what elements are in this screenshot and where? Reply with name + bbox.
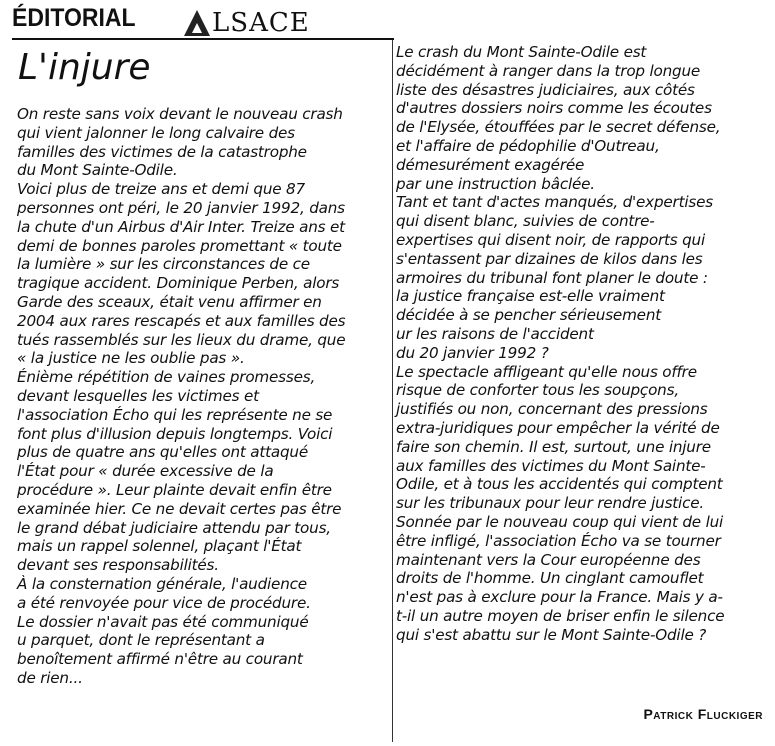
article-title: L'injure bbox=[18, 47, 151, 88]
text-line: examinée hier. Ce ne devait certes pas être bbox=[17, 499, 342, 518]
right-column bbox=[396, 43, 768, 645]
text-line: Tant et tant d'actes manqués, d'expertises bbox=[396, 193, 713, 212]
author-signature: Patrick Fluckiger bbox=[643, 706, 763, 722]
text-line: personnes ont péri, le 20 janvier 1992, dans bbox=[17, 198, 345, 217]
text-line: Sonnée par le nouveau coup qui vient de lui bbox=[396, 512, 724, 531]
text-line: armoires du tribunal font planer le doute : bbox=[396, 268, 708, 287]
l-alsace-logo bbox=[184, 6, 310, 36]
text-line: de l'Elysée, étouffées par le secret défense, bbox=[396, 118, 721, 137]
text-line: l'association Écho qui les représente ne se bbox=[17, 405, 333, 424]
text-line: du 20 janvier 1992 ? bbox=[396, 343, 549, 362]
text-line: expertises qui disent noir, de rapports qui bbox=[396, 230, 705, 249]
text-line: Le spectacle affligeant qu'elle nous offre bbox=[396, 362, 697, 381]
text-line: du Mont Sainte-Odile. bbox=[17, 161, 178, 180]
text-line: ur les raisons de l'accident bbox=[396, 324, 594, 343]
text-line: Le crash du Mont Sainte-Odile est bbox=[396, 43, 647, 61]
column-divider bbox=[392, 40, 393, 742]
text-line: extra-juridiques pour empêcher la vérité de bbox=[396, 418, 720, 437]
text-line: u parquet, dont le représentant a bbox=[17, 631, 265, 650]
text-line: 2004 aux rares rescapés et aux familles des bbox=[17, 311, 346, 330]
text-line: tués rassemblés sur les lieux du drame, que bbox=[17, 330, 346, 349]
text-line: et l'affaire de pédophilie d'Outreau, bbox=[396, 136, 660, 155]
text-line: qui s'est abattu sur le Mont Sainte-Odile ? bbox=[396, 625, 707, 644]
text-line: par une instruction bâclée. bbox=[396, 174, 595, 193]
text-line: qui vient jalonner le long calvaire des bbox=[17, 123, 295, 142]
text-line: la justice française est-elle vraiment bbox=[396, 287, 665, 306]
rubric-label: ÉDITORIAL bbox=[12, 4, 136, 32]
left-column bbox=[17, 105, 387, 688]
text-line: risque de conforter tous les soupçons, bbox=[396, 381, 679, 400]
text-line: benoîtement affirmé n'être au courant bbox=[17, 650, 303, 669]
text-line: plus de quatre ans qu'elles ont attaqué bbox=[17, 443, 308, 462]
text-line: décidée à se pencher sérieusement bbox=[396, 306, 661, 325]
text-line: procédure ». Leur plainte devait enfin être bbox=[17, 480, 332, 499]
text-line: l'État pour « durée excessive de la bbox=[17, 462, 274, 481]
text-line: familles des victimes de la catastrophe bbox=[17, 142, 307, 161]
text-line: sur les tribunaux pour leur rendre justice. bbox=[396, 494, 704, 513]
text-line: être infligé, l'association Écho va se tourner bbox=[396, 531, 721, 550]
logo-text: LSACE bbox=[212, 8, 310, 38]
text-line: Odile, et à tous les accidentés qui comptent bbox=[396, 475, 723, 494]
text-line: la lumière » sur les circonstances de ce bbox=[17, 255, 310, 274]
text-line: le grand débat judiciaire attendu par tous, bbox=[17, 518, 331, 537]
masthead bbox=[12, 4, 394, 40]
text-line: faire son chemin. Il est, surtout, une injure bbox=[396, 437, 711, 456]
text-line: On reste sans voix devant le nouveau crash bbox=[17, 105, 343, 123]
text-line: Énième répétition de vaines promesses, bbox=[17, 368, 316, 387]
text-line: font plus d'illusion depuis longtemps. Voici bbox=[17, 424, 333, 443]
text-line: n'est pas à exclure pour la France. Mais y a- bbox=[396, 588, 723, 607]
text-line: demi de bonnes paroles promettant « toute bbox=[17, 236, 342, 255]
text-line: devant ses responsabilités. bbox=[17, 556, 219, 575]
text-line: droits de l'homme. Un cinglant camouflet bbox=[396, 569, 704, 588]
text-line: d'autres dossiers noirs comme les écoutes bbox=[396, 99, 712, 118]
text-line: a été renvoyée pour vice de procédure. bbox=[17, 593, 311, 612]
text-line: « la justice ne les oublie pas ». bbox=[17, 349, 245, 368]
text-line: Garde des sceaux, était venu affirmer en bbox=[17, 292, 322, 311]
text-line: devant lesquelles les victimes et bbox=[17, 386, 259, 405]
text-line: À la consternation générale, l'audience bbox=[17, 574, 307, 593]
text-line: maintenant vers la Cour européenne des bbox=[396, 550, 701, 569]
text-line: Le dossier n'avait pas été communiqué bbox=[17, 612, 309, 631]
text-line: s'entassent par dizaines de kilos dans les bbox=[396, 249, 703, 268]
text-line: la chute d'un Airbus d'Air Inter. Treize ans et bbox=[17, 217, 345, 236]
text-line: justifiés ou non, concernant des pressions bbox=[396, 400, 708, 419]
text-line: mais un rappel solennel, plaçant l'État bbox=[17, 537, 302, 556]
text-line: démesurément exagérée bbox=[396, 155, 585, 174]
text-line: décidément à ranger dans la trop longue bbox=[396, 61, 701, 80]
text-line: de rien... bbox=[17, 668, 83, 687]
text-line: Voici plus de treize ans et demi que 87 bbox=[17, 180, 305, 199]
logo-a-mark bbox=[184, 10, 210, 36]
text-line: liste des désastres judiciaires, aux côtés bbox=[396, 80, 695, 99]
text-line: t-il un autre moyen de briser enfin le silence bbox=[396, 606, 725, 625]
text-line: qui disent blanc, suivies de contre- bbox=[396, 212, 655, 231]
text-line: aux familles des victimes du Mont Sainte- bbox=[396, 456, 706, 475]
text-line: tragique accident. Dominique Perben, alors bbox=[17, 274, 340, 293]
